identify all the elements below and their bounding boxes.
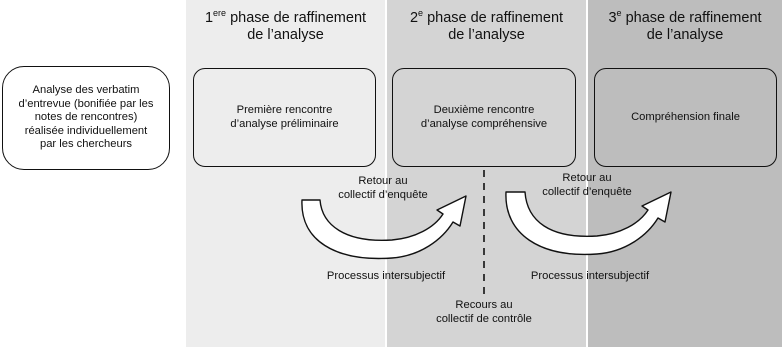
phase-2-box: Deuxième rencontre d’analyse compréhensive: [392, 68, 576, 167]
start-analysis-box: Analyse des verbatim d’entrevue (bonifiée par les notes de rencontres) réalisée individuellement par les chercheurs: [2, 66, 170, 170]
processus-label-1: Processus intersubjectif: [326, 270, 446, 282]
phase-1-box: Première rencontre d’analyse préliminaire: [193, 68, 376, 167]
phase-3-title: 3e phase de raffinement de l’analyse: [608, 8, 762, 43]
processus-label-2: Processus intersubjectif: [530, 270, 650, 282]
phase-3-box: Compréhension finale: [594, 68, 777, 167]
phase-2-title: 2e phase de raffinement de l’analyse: [409, 8, 564, 43]
phase-1-title: 1ere phase de raffinement de l’analyse: [204, 8, 367, 43]
retour-label-2: Retour au collectif d’enquête: [542, 172, 632, 198]
control-label: Recours au collectif de contrôle: [436, 299, 532, 325]
retour-label-1: Retour au collectif d’enquête: [338, 175, 428, 201]
phase-1-band: [186, 0, 385, 347]
